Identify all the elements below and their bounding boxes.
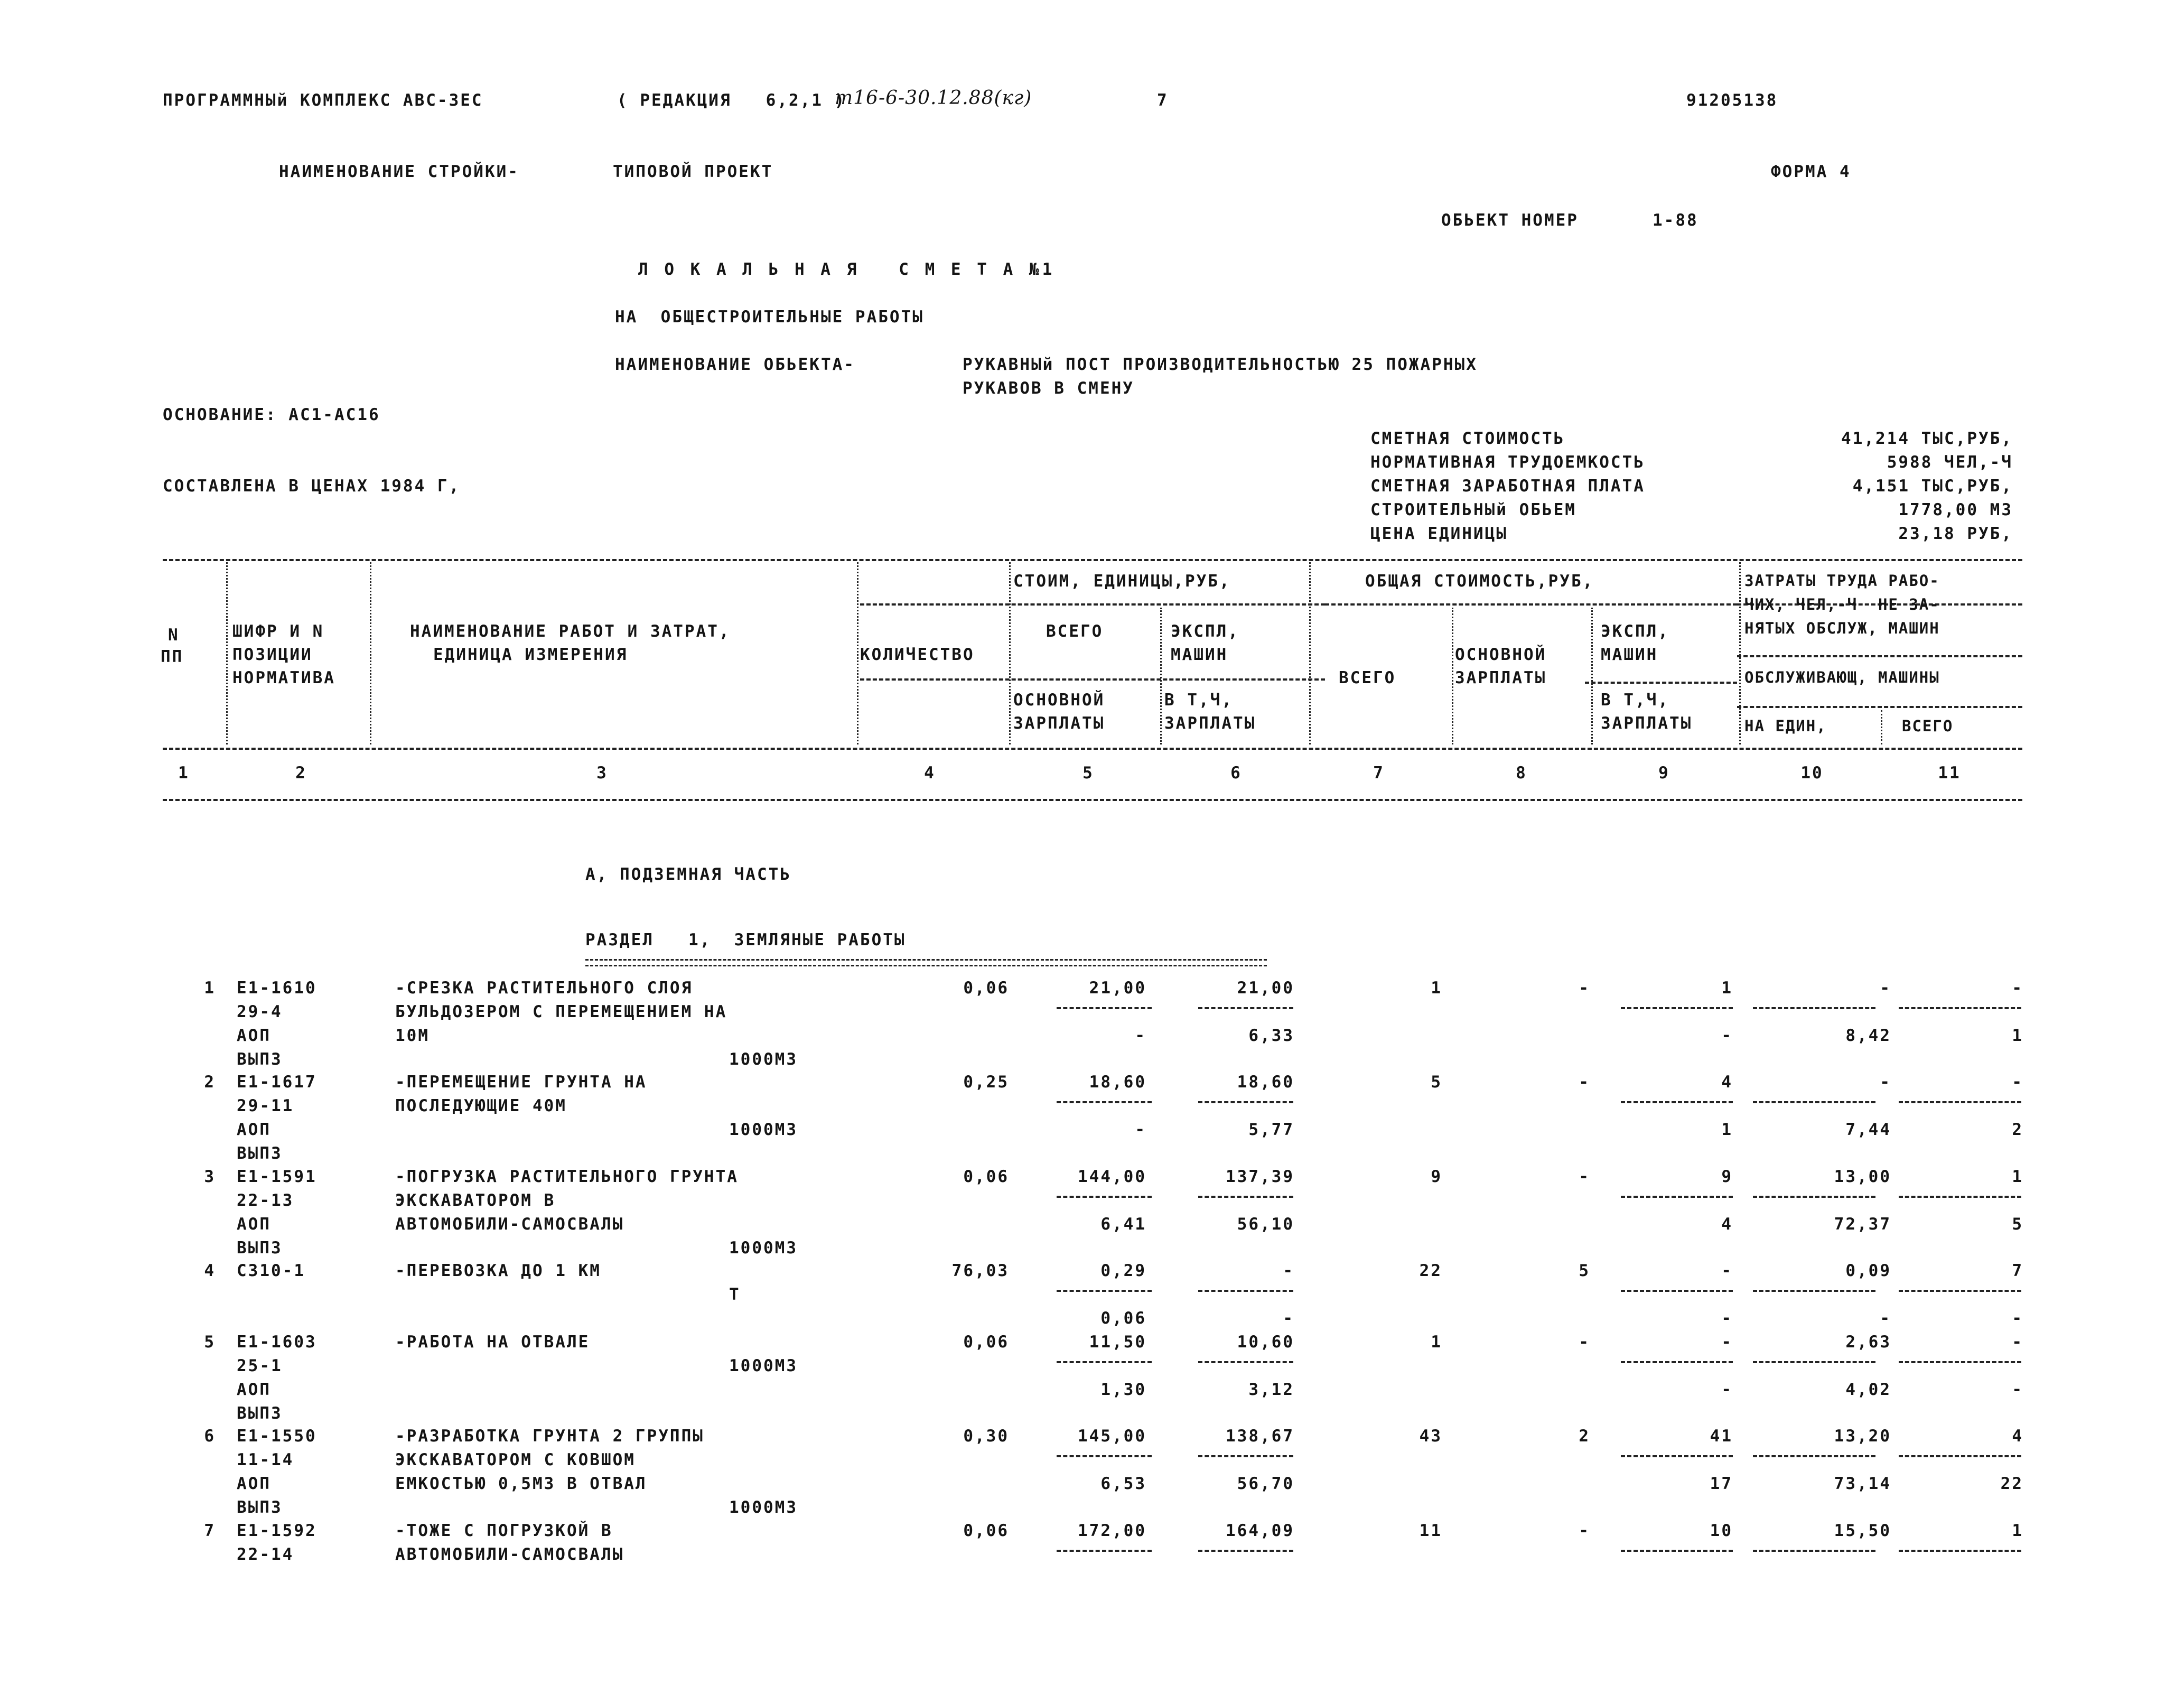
column-number: 10	[1800, 764, 1824, 783]
row-unit-cost-machines: -	[1283, 1261, 1294, 1280]
row-total-cost: 5	[1431, 1073, 1442, 1092]
row-code: 11-14	[237, 1450, 294, 1469]
row-code: Е1-1592	[237, 1521, 317, 1540]
column-number: 1	[178, 764, 190, 783]
object-name-line2: РУКАВОВ В СМЕНУ	[963, 379, 1134, 398]
row-unit-cost-total: 18,60	[1089, 1073, 1146, 1092]
row-labor-per-unit: -	[1880, 979, 1891, 998]
total-total: ВСЕГО	[1339, 668, 1396, 687]
row-labor-service-unit: 7,44	[1845, 1120, 1891, 1139]
col-code-1: ШИФР И N	[232, 622, 324, 641]
row-code: АОП	[237, 1026, 271, 1045]
row-unit-machine-wage: 6,33	[1248, 1026, 1294, 1045]
col-qty: КОЛИЧЕСТВО	[860, 645, 975, 664]
column-number: 11	[1938, 764, 1961, 783]
row-number: 4	[204, 1261, 216, 1280]
row-code: Е1-1591	[237, 1167, 317, 1186]
row-total-wage: -	[1579, 1073, 1590, 1092]
object-name-label: НАИМЕНОВАНИЕ ОБЬЕКТА-	[615, 355, 855, 374]
row-number: 2	[204, 1073, 216, 1092]
cell-subtotal-rule	[1198, 1361, 1293, 1363]
unit-wage-1: ОСНОВНОЙ	[1013, 691, 1105, 710]
row-labor-service-unit: -	[1880, 1309, 1891, 1328]
summary-label: СТРОИТЕЛЬНЫй ОБЬЕМ	[1370, 500, 1576, 519]
unit-expl-2: МАШИН	[1171, 645, 1228, 664]
column-separator	[1881, 710, 1882, 744]
summary-label: СМЕТНАЯ ЗАРАБОТНАЯ ПЛАТА	[1370, 477, 1645, 496]
row-total-cost: 1	[1431, 979, 1442, 998]
row-total-wage: -	[1579, 979, 1590, 998]
row-total-machine-wage: -	[1721, 1026, 1733, 1045]
col-n: N	[168, 626, 180, 645]
summary-value: 5988 ЧЕЛ,-Ч	[1887, 453, 2013, 472]
column-separator	[1739, 562, 1741, 744]
row-number: 5	[204, 1333, 216, 1352]
row-code: ВЫПЗ	[237, 1498, 283, 1517]
row-unit: 1000М3	[729, 1498, 798, 1517]
row-work-name: -ПЕРЕМЕЩЕНИЕ ГРУНТА НА	[395, 1073, 647, 1092]
column-number: 6	[1230, 764, 1242, 783]
cell-subtotal-rule	[1198, 1007, 1293, 1009]
row-work-name: ПОСЛЕДУЮЩИЕ 40М	[395, 1096, 567, 1115]
row-labor-per-unit: 13,20	[1834, 1427, 1891, 1446]
document-number: 91205138	[1686, 91, 1778, 110]
row-unit-machine-wage: 3,12	[1248, 1380, 1294, 1399]
labor-subrule	[1737, 706, 2022, 708]
row-code: Е1-1617	[237, 1073, 317, 1092]
cell-subtotal-rule	[1057, 1550, 1152, 1552]
row-total-wage: -	[1579, 1521, 1590, 1540]
row-code: ВЫПЗ	[237, 1144, 283, 1163]
row-code: АОП	[237, 1380, 271, 1399]
cell-subtotal-rule	[1899, 1550, 2021, 1552]
cell-subtotal-rule	[1899, 1361, 2021, 1363]
row-total-machines: 10	[1710, 1521, 1733, 1540]
unit-expl-1: ЭКСПЛ,	[1171, 622, 1239, 641]
total-cost-group: ОБЩАЯ СТОИМОСТЬ,РУБ,	[1365, 572, 1594, 591]
cell-subtotal-rule	[1198, 1196, 1293, 1198]
cell-subtotal-rule	[1621, 1290, 1733, 1292]
row-unit-cost-total: 11,50	[1089, 1333, 1146, 1352]
row-code: 29-11	[237, 1096, 294, 1115]
summary-value: 1778,00 М3	[1898, 500, 2013, 519]
object-number-label: ОБЬЕКТ НОМЕР	[1441, 211, 1579, 230]
row-unit: 1000М3	[729, 1050, 798, 1069]
row-total-wage: 2	[1579, 1427, 1590, 1446]
cell-subtotal-rule	[1899, 1196, 2021, 1198]
row-labor-per-unit: 15,50	[1834, 1521, 1891, 1540]
row-labor-service-unit: 72,37	[1834, 1215, 1891, 1234]
row-unit-machine-wage: -	[1283, 1309, 1294, 1328]
row-work-name: ЭКСКАВАТОРОМ С КОВШОМ	[395, 1450, 636, 1469]
total-expl-2: МАШИН	[1601, 645, 1658, 664]
row-total-machines: -	[1721, 1333, 1733, 1352]
row-work-name: -СРЕЗКА РАСТИТЕЛЬНОГО СЛОЯ	[395, 979, 693, 998]
row-labor-per-unit: -	[1880, 1073, 1891, 1092]
row-unit-cost-machines: 138,67	[1226, 1427, 1294, 1446]
unit-cost-subrule	[860, 603, 1325, 606]
handwritten-note: т16-6-30.12.88(кг)	[835, 87, 1032, 109]
row-code: 22-14	[237, 1545, 294, 1564]
row-code: Е1-1610	[237, 979, 317, 998]
cell-subtotal-rule	[1198, 1101, 1293, 1103]
row-work-name: ЕМКОСТЬЮ 0,5М3 В ОТВАЛ	[395, 1474, 647, 1493]
column-number: 4	[924, 764, 936, 783]
row-total-cost: 9	[1431, 1167, 1442, 1186]
expl-subrule	[1585, 682, 1737, 684]
cell-subtotal-rule	[1198, 1290, 1293, 1292]
cell-subtotal-rule	[1057, 1290, 1152, 1292]
row-work-name: -ПЕРЕВОЗКА ДО 1 КМ	[395, 1261, 601, 1280]
row-work-name: -РАЗРАБОТКА ГРУНТА 2 ГРУППЫ	[395, 1427, 704, 1446]
row-labor-total: -	[2012, 979, 2023, 998]
row-work-name: 10М	[395, 1026, 430, 1045]
row-unit-cost-total: 21,00	[1089, 979, 1146, 998]
unit-wage-2: ЗАРПЛАТЫ	[1013, 714, 1105, 733]
row-labor-service-total: -	[2012, 1309, 2023, 1328]
column-separator	[1452, 608, 1453, 744]
construction-label: НАИМЕНОВАНИЕ СТРОЙКИ-	[279, 162, 519, 181]
cell-subtotal-rule	[1753, 1101, 1875, 1103]
cell-subtotal-rule	[1621, 1361, 1733, 1363]
row-unit-wage: 0,06	[1100, 1309, 1146, 1328]
row-code: 22-13	[237, 1191, 294, 1210]
labor-group-2: ЧИХ, ЧЕЛ,-Ч НЕ ЗА-	[1744, 595, 1940, 613]
row-number: 7	[204, 1521, 216, 1540]
summary-label: ЦЕНА ЕДИНИЦЫ	[1370, 524, 1508, 543]
row-work-name: БУЛЬДОЗЕРОМ С ПЕРЕМЕЩЕНИЕМ НА	[395, 1002, 727, 1021]
row-unit: 1000М3	[729, 1120, 798, 1139]
basis: ОСНОВАНИЕ: АС1-АС16	[163, 405, 380, 424]
row-work-name: АВТОМОБИЛИ-САМОСВАЛЫ	[395, 1215, 624, 1234]
row-total-wage: -	[1579, 1333, 1590, 1352]
summary-label: СМЕТНАЯ СТОИМОСТЬ	[1370, 429, 1565, 448]
document-subtitle: НА ОБЩЕСТРОИТЕЛЬНЫЕ РАБОТЫ	[615, 308, 924, 327]
row-unit-cost-machines: 137,39	[1226, 1167, 1294, 1186]
row-unit-wage: 6,53	[1100, 1474, 1146, 1493]
price-base: СОСТАВЛЕНА В ЦЕНАХ 1984 Г,	[163, 477, 461, 496]
cell-subtotal-rule	[1899, 1007, 2021, 1009]
row-unit-machine-wage: 5,77	[1248, 1120, 1294, 1139]
header-bottom-rule	[163, 748, 2022, 750]
total-wage-1: ОСНОВНОЙ	[1455, 645, 1547, 664]
cell-subtotal-rule	[1753, 1361, 1875, 1363]
row-labor-total: 1	[2012, 1521, 2023, 1540]
row-unit-cost-machines: 18,60	[1237, 1073, 1294, 1092]
row-total-cost: 43	[1419, 1427, 1442, 1446]
summary-value: 23,18 РУБ,	[1898, 524, 2013, 543]
column-number: 8	[1516, 764, 1527, 783]
row-labor-per-unit: 2,63	[1845, 1333, 1891, 1352]
unit-cost-group: СТОИМ, ЕДИНИЦЫ,РУБ,	[1013, 572, 1231, 591]
subsection-underline	[585, 959, 1267, 966]
row-quantity: 0,06	[963, 979, 1009, 998]
row-unit-cost-total: 145,00	[1078, 1427, 1146, 1446]
labor-subrule	[1737, 655, 2022, 657]
program-name: ПРОГРАММНЫй КОМПЛЕКС АВС-ЗЕС	[163, 91, 483, 110]
row-unit-machine-wage: 56,70	[1237, 1474, 1294, 1493]
cell-subtotal-rule	[1899, 1101, 2021, 1103]
row-total-cost: 11	[1419, 1521, 1442, 1540]
column-number: 3	[596, 764, 608, 783]
row-labor-total: 4	[2012, 1427, 2023, 1446]
row-labor-service-unit: 73,14	[1834, 1474, 1891, 1493]
row-labor-per-unit: 13,00	[1834, 1167, 1891, 1186]
row-labor-total: -	[2012, 1073, 2023, 1092]
row-labor-service-total: 2	[2012, 1120, 2023, 1139]
object-name-line1: РУКАВНЫй ПОСТ ПРОИЗВОДИТЕЛЬНОСТЬЮ 25 ПОЖАРНЫХ	[963, 355, 1478, 374]
row-total-machines: 41	[1710, 1427, 1733, 1446]
summary-label: НОРМАТИВНАЯ ТРУДОЕМКОСТЬ	[1370, 453, 1645, 472]
row-code: АОП	[237, 1120, 271, 1139]
row-total-cost: 1	[1431, 1333, 1442, 1352]
cell-subtotal-rule	[1057, 1455, 1152, 1457]
subsection-heading: РАЗДЕЛ 1, ЗЕМЛЯНЫЕ РАБОТЫ	[585, 930, 906, 949]
col-code-3: НОРМАТИВА	[232, 668, 335, 687]
row-total-machines: -	[1721, 1261, 1733, 1280]
cell-subtotal-rule	[1057, 1101, 1152, 1103]
cell-subtotal-rule	[1753, 1007, 1875, 1009]
object-number-value: 1-88	[1653, 211, 1698, 230]
cell-subtotal-rule	[1621, 1550, 1733, 1552]
cell-subtotal-rule	[1899, 1455, 2021, 1457]
header-top-rule	[163, 559, 2022, 561]
row-labor-service-total: 22	[2000, 1474, 2023, 1493]
column-separator	[1009, 562, 1011, 744]
total-expl-1: ЭКСПЛ,	[1601, 622, 1669, 641]
row-total-machines: 9	[1721, 1167, 1733, 1186]
row-work-name: ЭКСКАВАТОРОМ В	[395, 1191, 556, 1210]
row-total-machine-wage: -	[1721, 1380, 1733, 1399]
row-labor-service-unit: 8,42	[1845, 1026, 1891, 1045]
row-labor-total: 7	[2012, 1261, 2023, 1280]
row-labor-per-unit: 0,09	[1845, 1261, 1891, 1280]
column-separator	[857, 562, 858, 744]
row-unit-wage: -	[1135, 1026, 1146, 1045]
labor-group-3: НЯТЫХ ОБСЛУЖ, МАШИН	[1744, 619, 1940, 637]
row-quantity: 0,06	[963, 1521, 1009, 1540]
row-number: 6	[204, 1427, 216, 1446]
row-total-wage: -	[1579, 1167, 1590, 1186]
row-number: 3	[204, 1167, 216, 1186]
column-separator	[1160, 608, 1162, 744]
summary-value: 41,214 ТЫС,РУБ,	[1841, 429, 2013, 448]
edition: ( РЕДАКЦИЯ 6,2,1 )	[617, 91, 846, 110]
section-heading: А, ПОДЗЕМНАЯ ЧАСТЬ	[585, 865, 791, 884]
document-title: Л О К А Л Ь Н А Я С М Е Т А №1	[638, 260, 1056, 279]
total-wage-2: ЗАРПЛАТЫ	[1455, 668, 1547, 687]
row-total-machines: 4	[1721, 1073, 1733, 1092]
row-labor-service-total: 1	[2012, 1026, 2023, 1045]
row-unit-cost-machines: 21,00	[1237, 979, 1294, 998]
row-unit-cost-machines: 164,09	[1226, 1521, 1294, 1540]
cell-subtotal-rule	[1753, 1455, 1875, 1457]
summary-value: 4,151 ТЫС,РУБ,	[1852, 477, 2013, 496]
cell-subtotal-rule	[1057, 1007, 1152, 1009]
row-quantity: 0,06	[963, 1167, 1009, 1186]
row-labor-service-unit: 4,02	[1845, 1380, 1891, 1399]
col-code-2: ПОЗИЦИИ	[232, 645, 313, 664]
row-quantity: 0,25	[963, 1073, 1009, 1092]
column-number: 5	[1082, 764, 1094, 783]
labor-sub: ОБСЛУЖИВАЮЩ, МАШИНЫ	[1744, 668, 1940, 686]
row-total-cost: 22	[1419, 1261, 1442, 1280]
col-pp: ПП	[161, 647, 184, 666]
row-code: 25-1	[237, 1356, 283, 1375]
row-labor-service-total: 5	[2012, 1215, 2023, 1234]
row-quantity: 0,30	[963, 1427, 1009, 1446]
row-work-name: АВТОМОБИЛИ-САМОСВАЛЫ	[395, 1545, 624, 1564]
column-number: 7	[1373, 764, 1385, 783]
col-name-2: ЕДИНИЦА ИЗМЕРЕНИЯ	[433, 645, 628, 664]
cell-subtotal-rule	[1057, 1196, 1152, 1198]
row-code: АОП	[237, 1474, 271, 1493]
total-incl-1: В Т,Ч,	[1601, 691, 1669, 710]
column-separator	[370, 562, 371, 744]
cell-subtotal-rule	[1621, 1196, 1733, 1198]
row-unit: Т	[729, 1285, 741, 1304]
row-unit-cost-total: 0,29	[1100, 1261, 1146, 1280]
row-total-wage: 5	[1579, 1261, 1590, 1280]
cell-subtotal-rule	[1057, 1361, 1152, 1363]
unit-total: ВСЕГО	[1046, 622, 1104, 641]
column-number: 2	[295, 764, 307, 783]
cell-subtotal-rule	[1621, 1007, 1733, 1009]
column-separator	[226, 562, 228, 744]
row-quantity: 76,03	[951, 1261, 1009, 1280]
total-incl-2: ЗАРПЛАТЫ	[1601, 714, 1693, 733]
cell-subtotal-rule	[1753, 1550, 1875, 1552]
cell-subtotal-rule	[1198, 1455, 1293, 1457]
row-labor-service-total: -	[2012, 1380, 2023, 1399]
row-total-machine-wage: -	[1721, 1309, 1733, 1328]
row-work-name: -ТОЖЕ С ПОГРУЗКОЙ В	[395, 1521, 613, 1540]
row-work-name: -РАБОТА НА ОТВАЛЕ	[395, 1333, 590, 1352]
row-unit-cost-total: 144,00	[1078, 1167, 1146, 1186]
form-label: ФОРМА 4	[1771, 162, 1851, 181]
unit-incl-1: В Т,Ч,	[1164, 691, 1233, 710]
row-unit: 1000М3	[729, 1356, 798, 1375]
row-unit-cost-total: 172,00	[1078, 1521, 1146, 1540]
row-unit-wage: 6,41	[1100, 1215, 1146, 1234]
construction-value: ТИПОВОЙ ПРОЕКТ	[613, 162, 773, 181]
row-unit-wage: 1,30	[1100, 1380, 1146, 1399]
column-separator	[1591, 608, 1593, 744]
page-number: 7	[1157, 91, 1169, 110]
cell-subtotal-rule	[1753, 1196, 1875, 1198]
row-code: Е1-1603	[237, 1333, 317, 1352]
row-total-machine-wage: 1	[1721, 1120, 1733, 1139]
row-unit-wage: -	[1135, 1120, 1146, 1139]
row-work-name: -ПОГРУЗКА РАСТИТЕЛЬНОГО ГРУНТА	[395, 1167, 739, 1186]
cell-subtotal-rule	[1753, 1290, 1875, 1292]
total-cost-subrule	[1325, 603, 1737, 606]
row-labor-total: -	[2012, 1333, 2023, 1352]
row-total-machines: 1	[1721, 979, 1733, 998]
unit-incl-2: ЗАРПЛАТЫ	[1164, 714, 1256, 733]
row-total-machine-wage: 17	[1710, 1474, 1733, 1493]
cell-subtotal-rule	[1198, 1550, 1293, 1552]
row-code: 29-4	[237, 1002, 283, 1021]
row-labor-total: 1	[2012, 1167, 2023, 1186]
row-code: ВЫПЗ	[237, 1050, 283, 1069]
row-total-machine-wage: 4	[1721, 1215, 1733, 1234]
labor-total: ВСЕГО	[1902, 717, 1954, 735]
column-separator	[1309, 562, 1311, 744]
row-code: АОП	[237, 1215, 271, 1234]
row-unit: 1000М3	[729, 1239, 798, 1258]
row-code: ВЫПЗ	[237, 1239, 283, 1258]
labor-group-1: ЗАТРАТЫ ТРУДА РАБО-	[1744, 572, 1940, 590]
row-unit-machine-wage: 56,10	[1237, 1215, 1294, 1234]
row-number: 1	[204, 979, 216, 998]
row-code: ВЫПЗ	[237, 1404, 283, 1423]
cell-subtotal-rule	[1899, 1290, 2021, 1292]
column-number: 9	[1658, 764, 1670, 783]
row-code: Е1-1550	[237, 1427, 317, 1446]
row-unit-cost-machines: 10,60	[1237, 1333, 1294, 1352]
labor-unit: НА ЕДИН,	[1744, 717, 1827, 735]
column-numbers-rule	[163, 799, 2022, 801]
row-code: С310-1	[237, 1261, 305, 1280]
unit-cost-subrule	[860, 678, 1325, 681]
cell-subtotal-rule	[1621, 1101, 1733, 1103]
cell-subtotal-rule	[1621, 1455, 1733, 1457]
col-name-1: НАИМЕНОВАНИЕ РАБОТ И ЗАТРАТ,	[410, 622, 731, 641]
row-quantity: 0,06	[963, 1333, 1009, 1352]
